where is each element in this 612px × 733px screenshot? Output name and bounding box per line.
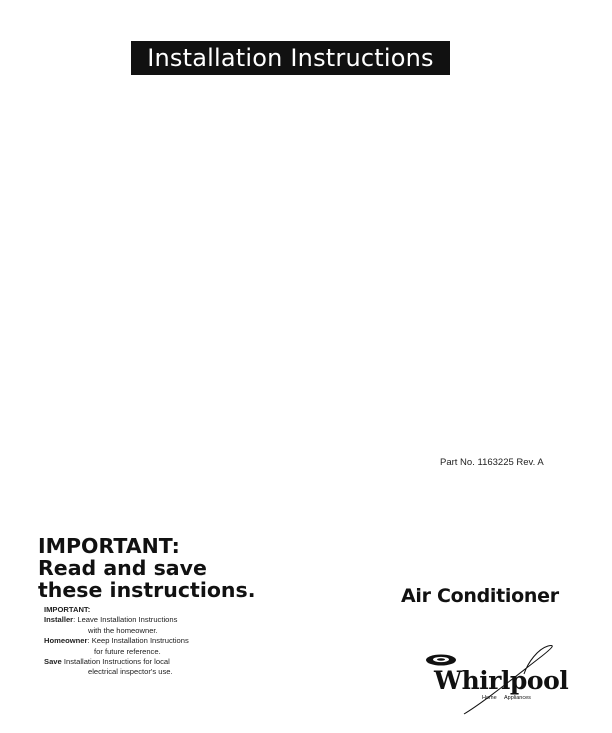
product-name: Air Conditioner (401, 585, 559, 607)
important-line-1: IMPORTANT: (38, 534, 180, 558)
tagline-appliances: Appliances (504, 695, 531, 701)
save-text-2: electrical inspector's use. (88, 667, 173, 677)
whirlpool-logo (424, 640, 569, 720)
document-title: Installation Instructions (131, 41, 450, 75)
important-notes (44, 605, 189, 678)
installer-note (44, 615, 189, 625)
installer-label: Installer (44, 615, 74, 625)
save-note (44, 657, 189, 667)
installer-text-2: with the homeowner. (88, 625, 158, 635)
homeowner-note (44, 636, 189, 646)
homeowner-label: Homeowner (44, 636, 88, 646)
save-label: Save (44, 657, 62, 667)
important-line-3: these instructions. (38, 578, 256, 602)
notes-heading: IMPORTANT: (44, 605, 91, 614)
part-number: Part No. 1163225 Rev. A (440, 457, 544, 468)
brand-wordmark: Whirlpool (434, 666, 569, 695)
installer-text-1: : Leave Installation Instructions (73, 615, 178, 625)
important-line-2: Read and save (38, 556, 207, 580)
save-text-1: Installation Instructions for local (61, 657, 170, 667)
homeowner-text-2: for future reference. (94, 646, 161, 656)
homeowner-text-1: : Keep Installation Instructions (87, 636, 189, 646)
important-heading (38, 535, 256, 601)
tagline-home: Home (482, 695, 497, 701)
